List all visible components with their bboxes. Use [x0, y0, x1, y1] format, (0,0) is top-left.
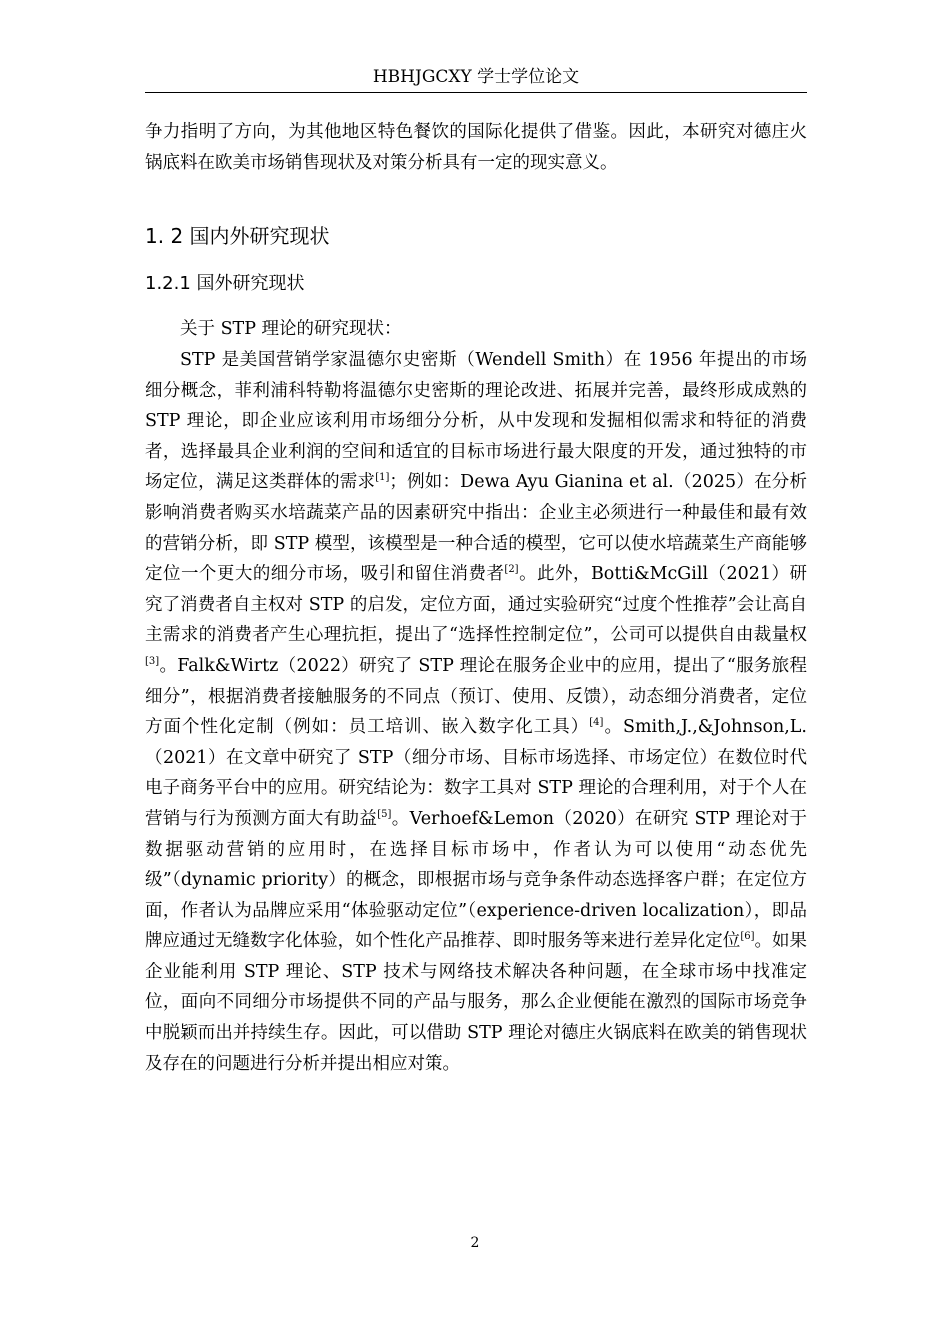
- main-text-6: 。Verhoef&Lemon（2020）在研究 STP 理论对于数据驱动营销的应用时，在选择目标市场中，作者认为可以使用“动态优先级”（dynamic priority）的概念，即根据市场与竞争条件动态选择客户群；在定位方面，作者认为品牌应采用“体验驱动定位”（experience-driven localization），即品牌应通过无缝数字化体验，如个性化产品推荐、即时服务等来进行差异化定位: [145, 808, 808, 952]
- page-header: [145, 66, 807, 93]
- main-text-2: ；例如：Dewa Ayu Gianina et al.（2025）在分析影响消费者购买水培蔬菜产品的因素研究中指出：企业主必须进行一种最佳和最有效的营销分析，即 STP 模型，该模型是一种合适的模型，它可以使水培蔬菜生产商能够定位一个更大的细分市场，吸引和留住消费者: [145, 472, 807, 585]
- citation-6: [6]: [740, 931, 755, 943]
- main-text-7: 。如果企业能利用 STP 理论、STP 技术与网络技术解决各种问题，在全球市场中找准定位，面向不同细分市场提供不同的产品与服务，那么企业便能在激烈的国际市场竞争中脱颖而出并持续生存。因此，可以借助 STP 理论对德庄火锅底料在欧美的销售现状及存在的问题进行分析并提出相应对策。: [145, 931, 808, 1074]
- main-text-4: 。Falk&Wirtz（2022）研究了 STP 理论在服务企业中的应用，提出了“服务旅程细分”，根据消费者接触服务的不同点（预订、使用、反馈），动态细分消费者，定位方面个性化定制（例如：员工培训、嵌入数字化工具）: [145, 655, 807, 738]
- header-title: HBHJGCXY 学士学位论文: [372, 67, 580, 87]
- main-text-5: 。Smith,J.,&Johnson,L.（2021）在文章中研究了 STP（细分市场、目标市场选择、市场定位）在数位时代电子商务平台中的应用。研究结论为：数字工具对 STP 理论的合理利用，对于个人在营销与行为预测方面大有助益: [145, 717, 807, 829]
- citation-5: [5]: [377, 809, 392, 821]
- main-paragraph: [145, 345, 807, 1079]
- citation-2: [2]: [504, 564, 519, 576]
- citation-3: [3]: [145, 656, 160, 668]
- continuation-paragraph: 争力指明了方向，为其他地区特色餐饮的国际化提供了借鉴。因此，本研究对德庄火锅底料在欧美市场销售现状及对策分析具有一定的现实意义。: [145, 122, 807, 173]
- main-text-3: 。此外，Botti&McGill（2021）研究了消费者自主权对 STP 的启发，定位方面，通过实验研究“过度个性推荐”会让高自主需求的消费者产生心理抗拒，提出了“选择性控制定位”，公司可以提供自由裁量权: [145, 564, 807, 646]
- section-heading: 1. 2 国内外研究现状: [145, 224, 330, 248]
- intro-paragraph: 关于 STP 理论的研究现状：: [180, 319, 402, 339]
- main-text-1: STP 是美国营销学家温德尔史密斯（Wendell Smith）在 1956 年提出的市场细分概念，菲利浦科特勒将温德尔史密斯的理论改进、拓展并完善，最终形成成熟的 STP 理论，即企业应该利用市场细分分析，从中发现和发掘相似需求和特征的消费者，选择最具企业利润的空间和适宜的目标市场进行最大限度的开发，通过独特的市场定位，满足这类群体的需求: [145, 350, 807, 493]
- citation-4: [4]: [589, 717, 604, 729]
- citation-1: [1]: [375, 472, 390, 484]
- subsection-heading: 1.2.1 国外研究现状: [145, 273, 305, 294]
- page-number: 2: [470, 1235, 480, 1251]
